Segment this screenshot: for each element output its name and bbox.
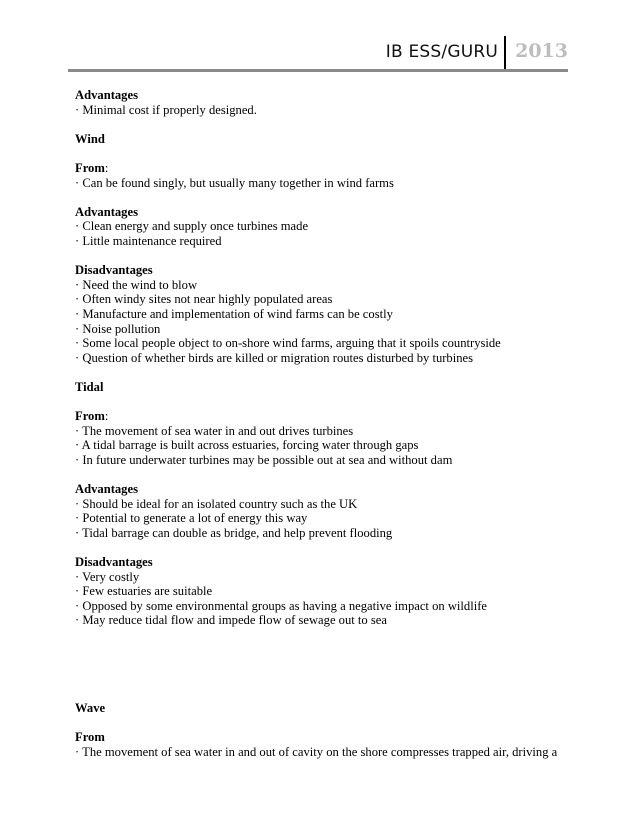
section-block [75,482,575,540]
blank-line [75,686,575,701]
bullet-item: · Opposed by some environmental groups as having a negative impact on wildlife [75,599,575,614]
blank-line [75,365,575,380]
bullet-item: · Tidal barrage can double as bridge, and help prevent flooding [75,526,575,541]
section-heading [75,482,575,497]
section-heading [75,555,575,570]
section-block [75,380,575,395]
bullet-item: · Question of whether birds are killed or migration routes disturbed by turbines [75,351,575,366]
heading-text: Tidal [75,379,104,394]
bullet-item: · Some local people object to on-shore wind farms, arguing that it spoils countryside [75,336,575,351]
bullet-item: · Little maintenance required [75,234,575,249]
header-year: 2013 [515,40,568,62]
blank-line [75,146,575,161]
section-block [75,701,575,716]
section-block [75,205,575,249]
bullet-item: · Need the wind to blow [75,278,575,293]
bullet-item: · May reduce tidal flow and impede flow of sewage out to sea [75,613,575,628]
section-heading [75,409,575,424]
section-heading [75,205,575,220]
section-block [75,263,575,365]
blank-line [75,672,575,687]
heading-text: From [75,160,105,175]
blank-line [75,394,575,409]
heading-text: Advantages [75,88,138,102]
section-block [75,161,575,190]
section-heading [75,161,575,176]
section-block [75,409,575,467]
blank-line [75,249,575,264]
heading-colon: : [104,409,109,424]
section-block [75,555,575,628]
bullet-item: · Minimal cost if properly designed. [75,103,575,118]
header-title: IB ESS/GURU [385,42,498,62]
bullet-item: · Should be ideal for an isolated country such as the UK [75,497,575,512]
heading-text: From [75,730,105,745]
bullet-item: · Often windy sites not near highly populated areas [75,292,575,307]
blank-line [75,117,575,132]
blank-line [75,716,575,731]
bullet-item: · A tidal barrage is built across estuaries, forcing water through gaps [75,438,575,453]
document-body [75,88,575,759]
section-heading [75,380,575,395]
bullet-item: · In future underwater turbines may be possible out at sea and without dam [75,453,575,468]
heading-text: Advantages [75,204,138,219]
header-separator [504,36,506,70]
bullet-item: · The movement of sea water in and out drives turbines [75,424,575,439]
blank-line [75,467,575,482]
bullet-item: · Manufacture and implementation of wind farms can be costly [75,307,575,322]
heading-text: Wave [75,700,106,715]
page-header [68,36,568,72]
section-block [75,730,575,759]
section-block [75,88,575,117]
heading-text: Wind [75,131,105,146]
section-heading [75,263,575,278]
section-heading [75,701,575,716]
blank-line [75,190,575,205]
section-block [75,132,575,147]
bullet-item: · Potential to generate a lot of energy this way [75,511,575,526]
blank-line [75,643,575,658]
heading-colon: : [104,160,109,175]
bullet-item: · Can be found singly, but usually many together in wind farms [75,176,575,191]
blank-line [75,628,575,643]
header-rule [68,69,568,72]
bullet-item: · Very costly [75,570,575,585]
heading-text: Disadvantages [75,263,153,278]
heading-text: From [75,409,105,424]
bullet-item: · Clean energy and supply once turbines made [75,219,575,234]
section-heading [75,730,575,745]
section-heading [75,132,575,147]
bullet-item: · The movement of sea water in and out of cavity on the shore compresses trapped air, driving a [75,745,575,760]
heading-text: Disadvantages [75,555,153,569]
section-heading [75,88,575,103]
heading-text: Advantages [75,482,138,497]
blank-line [75,657,575,672]
blank-line [75,540,575,555]
bullet-item: · Noise pollution [75,322,575,337]
bullet-item: · Few estuaries are suitable [75,584,575,599]
